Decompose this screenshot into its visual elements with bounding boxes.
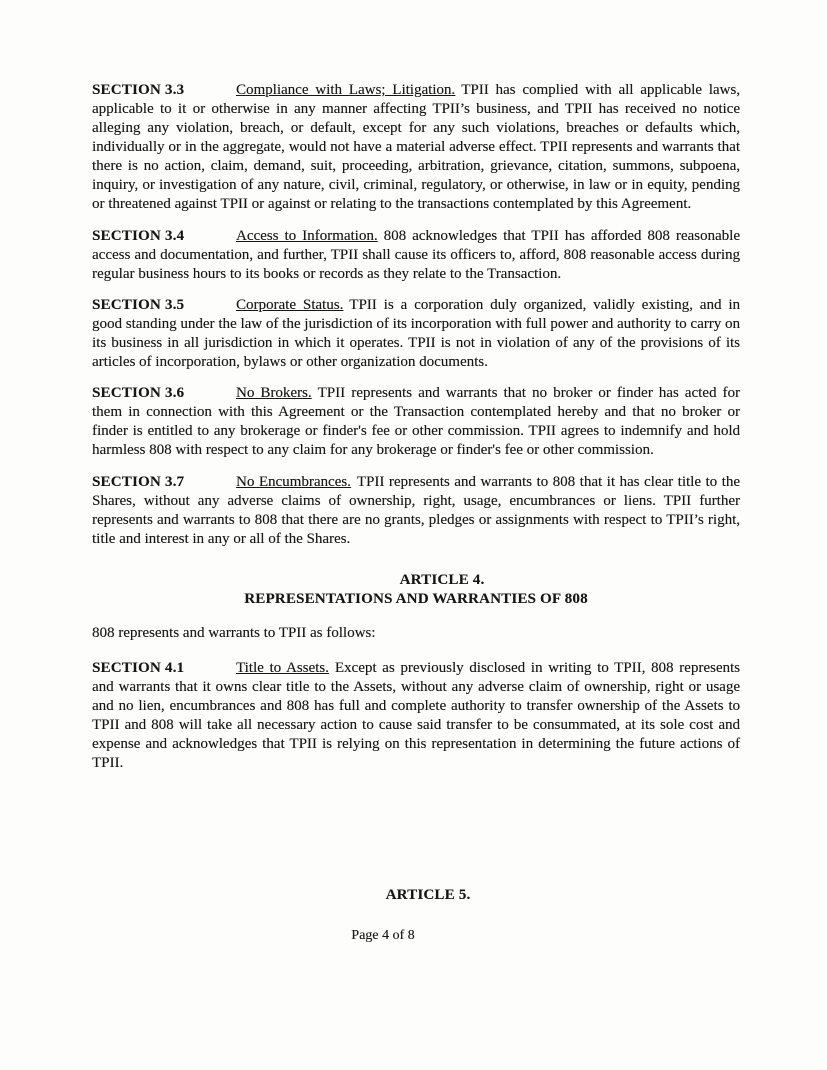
- section-3-5-tabstop: [92, 296, 236, 315]
- section-3-5-title: Corporate Status.: [236, 297, 344, 313]
- article-4-heading: [92, 571, 740, 609]
- section-3-6-paragraph: [92, 384, 740, 460]
- section-3-5-label: SECTION 3.5: [92, 297, 185, 313]
- intro-line: 808 represents and warrants to TPII as follows:: [92, 625, 376, 641]
- section-3-7-body: TPII represents and warrants to 808 that it has clear title to the Shares, without any adverse claims of ownership, right, usage, encumbrances or liens. TPII further represents and warrants to 808 that there are no grants, pledges or assignments with respect to TPII’s right, title and interest in any or all of the Shares.: [92, 474, 740, 547]
- section-3-7-title: No Encumbrances.: [236, 474, 351, 490]
- section-3-5-body: TPII is a corporation duly organized, validly existing, and in good standing under the law of the jurisdiction of its incorporation with full power and authority to carry on its business in all jurisdiction in which it operates. TPII is not in violation of any of the provisions of its articles of incorporation, bylaws or other organization documents.: [92, 297, 740, 370]
- section-3-6-title: No Brokers.: [236, 385, 312, 401]
- section-3-5-paragraph: [92, 296, 740, 372]
- section-3-4-label: SECTION 3.4: [92, 228, 185, 244]
- section-3-7-tabstop: [92, 473, 236, 492]
- section-3-6-tabstop: [92, 384, 236, 403]
- section-3-3-label: SECTION 3.3: [92, 82, 185, 98]
- article-4-title: REPRESENTATIONS AND WARRANTIES OF 808: [244, 591, 588, 607]
- section-4-1-body: Except as previously disclosed in writing to TPII, 808 represents and warrants that it owns clear title to the Assets, without any adverse claim of ownership, right or usage and no lien, encumbrances and 808 has full and complete authority to transfer ownership of the Assets to TPII and 808 will take all necessary action to cause said transfer to be consummated, at its sole cost and expense and acknowledges that TPII is relying on this representation in determining the future actions of TPII.: [92, 660, 740, 771]
- section-4-1-label: SECTION 4.1: [92, 660, 185, 676]
- section-3-4-body: 808 acknowledges that TPII has afforded 808 reasonable access and documentation, and further, TPII shall cause its officers to, afford, 808 reasonable access during regular business hours to its books or records as they relate to the Transaction.: [92, 228, 741, 282]
- article-4-number: ARTICLE 4.: [399, 572, 485, 588]
- section-4-1-paragraph: [92, 659, 740, 773]
- article-5-heading: ARTICLE 5.: [385, 887, 471, 903]
- page-number: Page 4 of 8: [351, 928, 415, 943]
- section-3-4-paragraph: [92, 227, 740, 284]
- section-3-3-body: TPII has complied with all applicable laws, applicable to it or otherwise in any manner affecting TPII’s business, and TPII has received no notice alleging any violation, breach, or default, except for any such violations, breaches or defaults which, individually or in the aggregate, would not have a material adverse effect. TPII represents and warrants that there is no action, claim, demand, suit, proceeding, arbitration, grievance, citation, summons, subpoena, inquiry, or investigation of any nature, civil, criminal, regulatory, or otherwise, in law or in equity, pending or threatened against TPII or against or relating to the transactions contemplated by this Agreement.: [92, 82, 740, 212]
- section-3-3-title: Compliance with Laws; Litigation.: [236, 82, 456, 98]
- section-4-1-title: Title to Assets.: [236, 660, 329, 676]
- section-3-4-title: Access to Information.: [236, 228, 378, 244]
- section-3-4-tabstop: [92, 227, 236, 246]
- section-4-1-tabstop: [92, 659, 236, 678]
- section-3-3-tabstop: [92, 81, 236, 100]
- section-3-7-paragraph: [92, 473, 740, 549]
- section-3-7-label: SECTION 3.7: [92, 474, 185, 490]
- section-3-3-paragraph: [92, 81, 740, 214]
- section-3-6-body: TPII represents and warrants that no broker or finder has acted for them in connection with this Agreement or the Transaction contemplated hereby and that no broker or finder is entitled to any brokerage or finder's fee or other commission. TPII agrees to indemnify and hold harmless 808 with respect to any claim for any brokerage or finder's fee or other commission.: [92, 385, 740, 458]
- section-3-6-label: SECTION 3.6: [92, 385, 185, 401]
